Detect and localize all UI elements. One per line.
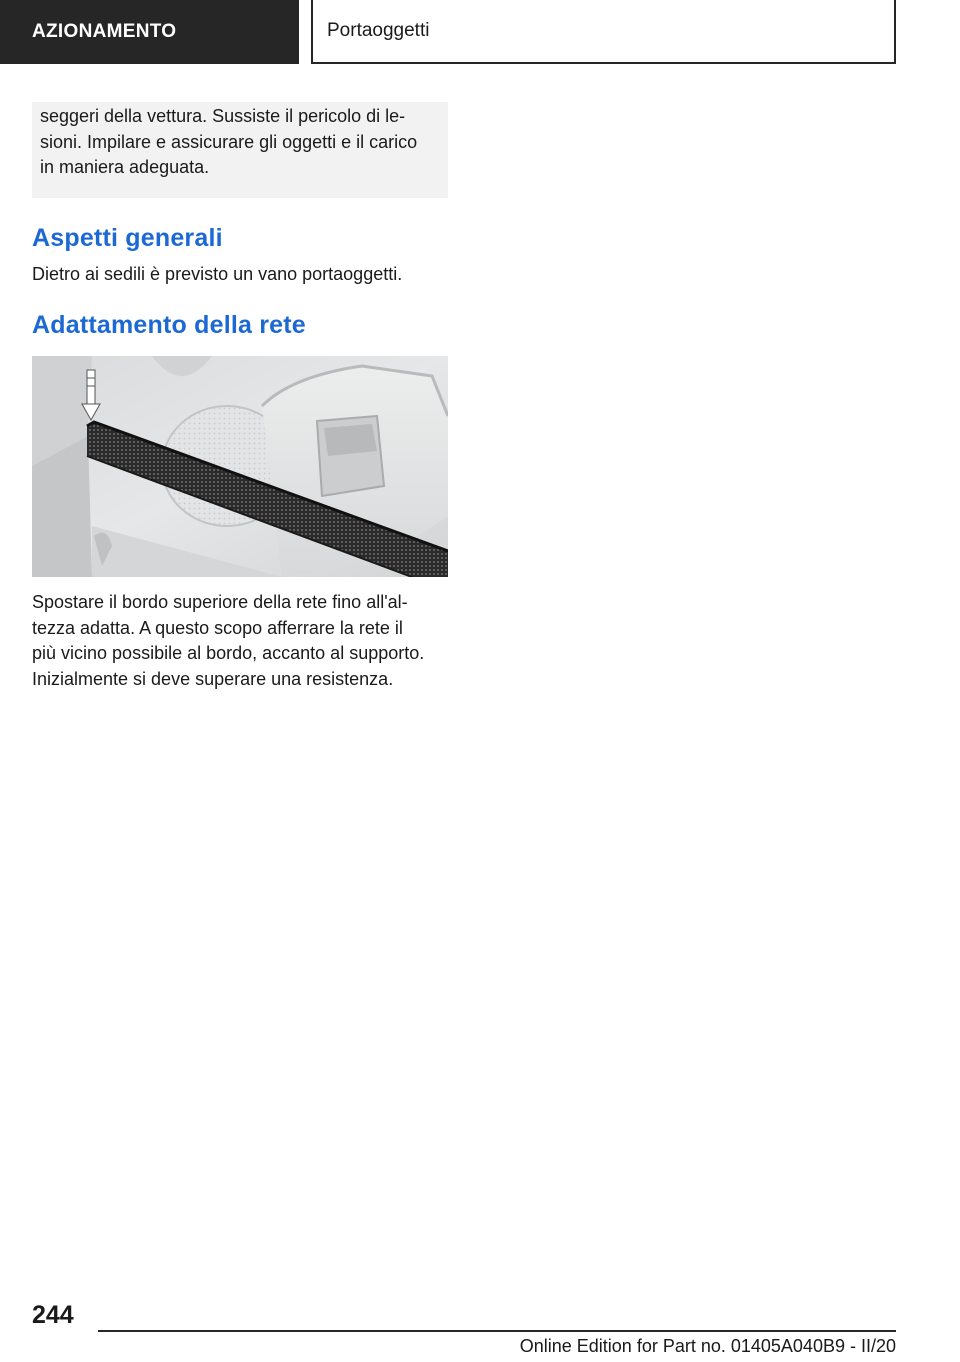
page-number: 244 xyxy=(32,1301,74,1329)
net-photo-svg xyxy=(32,356,448,577)
text-line: tezza adatta. A questo scopo afferrare la rete il xyxy=(32,617,403,638)
text-line: Inizialmente si deve superare una resistenza. xyxy=(32,668,394,689)
storage-net-illustration xyxy=(32,356,448,577)
warning-box xyxy=(32,102,448,198)
warning-line: in maniera adeguata. xyxy=(40,157,210,177)
text-line: più vicino possibile al bordo, accanto al supporto. xyxy=(32,643,425,663)
chapter-title: Portaoggetti xyxy=(327,20,430,41)
heading-general: Aspetti generali xyxy=(32,224,223,252)
net-adjustment-text xyxy=(32,590,452,692)
footer-divider xyxy=(98,1330,896,1332)
warning-line: seggeri della vettura. Sussiste il pericolo di le‐ xyxy=(40,106,406,126)
chapter-tab xyxy=(311,0,896,64)
warning-line: sioni. Impilare e assicurare gli oggetti e il carico xyxy=(40,131,418,152)
section-title: AZIONAMENTO xyxy=(32,21,177,42)
heading-net-adjustment: Adattamento della rete xyxy=(32,311,306,339)
section-tab xyxy=(0,0,299,64)
footer-edition: Online Edition for Part no. 01405A040B9 - II/20 xyxy=(519,1336,896,1356)
general-text: Dietro ai sedili è previsto un vano portaoggetti. xyxy=(32,264,403,284)
text-line: Spostare il bordo superiore della rete fino all'al‐ xyxy=(32,592,408,612)
